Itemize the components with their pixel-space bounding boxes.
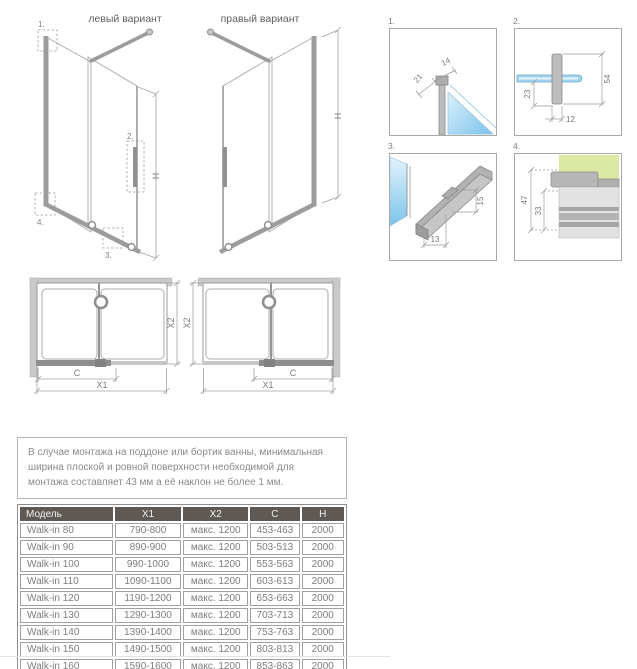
left-variant-drawing <box>35 20 161 261</box>
installation-note-text: В случае монтажа на поддоне или бортик ванны, минимальная ширина плоской и ровной поверхности необходимой для монтажа составляет 43 мм а её наклон не более 1 мм. <box>28 447 323 488</box>
detail-2-drawing <box>515 29 621 135</box>
support-bar-mount <box>263 296 275 308</box>
page-divider <box>0 656 390 657</box>
cell-model: Walk-in 120 <box>20 591 113 606</box>
cell-c: 453-463 <box>250 523 299 538</box>
right-variant-title: правый вариант <box>220 13 300 25</box>
table-row <box>20 540 344 555</box>
glass-pane <box>390 157 407 226</box>
table-row <box>20 642 344 657</box>
cell-model: Walk-in 150 <box>20 642 113 657</box>
cell-model: Walk-in 140 <box>20 625 113 640</box>
cell-x1: 1490-1500 <box>115 642 182 657</box>
col-h: H <box>302 507 344 521</box>
dim-21: 21 <box>411 72 425 85</box>
cell-c: 853-863 <box>250 659 299 669</box>
detail-4-label: 4. <box>513 141 521 151</box>
spec-table-header-row <box>20 507 344 521</box>
rail-light <box>203 361 259 365</box>
cell-h: 2000 <box>302 659 344 669</box>
cell-x1: 990-1000 <box>115 557 182 572</box>
dim-x2-left: X2 <box>166 317 176 329</box>
detail-3-label: 3. <box>388 141 396 151</box>
cell-x1: 1390-1400 <box>115 625 182 640</box>
detail-1-drawing <box>390 29 496 135</box>
dim-x1-left: X1 <box>96 380 108 390</box>
spec-table <box>17 504 347 669</box>
cell-c: 553-563 <box>250 557 299 572</box>
cell-h: 2000 <box>302 557 344 572</box>
detail-2-dim-lines <box>531 51 605 122</box>
table-row <box>20 591 344 606</box>
wall-profile-section <box>439 79 445 135</box>
cell-model: Walk-in 100 <box>20 557 113 572</box>
cell-model: Walk-in 90 <box>20 540 113 555</box>
cell-x2: макс. 1200 <box>183 523 248 538</box>
cell-model: Walk-in 80 <box>20 523 113 538</box>
cell-model: Walk-in 130 <box>20 608 113 623</box>
plan-view-left <box>30 278 180 394</box>
detail-1-label: 1. <box>388 16 396 26</box>
cell-x1: 790-800 <box>115 523 182 538</box>
table-row <box>20 625 344 640</box>
h-dimension-label-left: H <box>151 172 161 180</box>
cell-h: 2000 <box>302 625 344 640</box>
table-row <box>20 574 344 589</box>
cell-x2: макс. 1200 <box>183 625 248 640</box>
callout-2: 2. <box>127 132 134 141</box>
plan-views-canvas <box>0 275 360 400</box>
rail-light <box>111 361 167 365</box>
support-bar-mount <box>95 296 107 308</box>
detail-1-box <box>388 16 497 136</box>
dim-23: 23 <box>523 89 532 99</box>
rail-layers <box>559 187 619 238</box>
cell-h: 2000 <box>302 523 344 538</box>
detail-2-box <box>513 16 622 136</box>
detail-4-box <box>513 141 622 261</box>
cell-model: Walk-in 160 <box>20 659 113 669</box>
dim-x2-right: X2 <box>182 317 192 329</box>
dim-12: 12 <box>566 115 575 124</box>
detail-4-drawing <box>515 154 621 260</box>
cell-h: 2000 <box>302 608 344 623</box>
cell-c: 503-513 <box>250 540 299 555</box>
cell-model: Walk-in 110 <box>20 574 113 589</box>
left-variant-title: левый вариант <box>88 13 162 25</box>
cell-x2: макс. 1200 <box>183 574 248 589</box>
cell-x2: макс. 1200 <box>183 608 248 623</box>
dim-15: 15 <box>476 196 485 206</box>
col-model: Модель <box>20 507 113 521</box>
table-row <box>20 557 344 572</box>
cell-x1: 1090-1100 <box>115 574 182 589</box>
col-c: C <box>250 507 299 521</box>
glass-pane <box>448 92 493 134</box>
callout-3: 3. <box>105 251 112 260</box>
dim-x1-right: X1 <box>262 380 274 390</box>
cell-x2: макс. 1200 <box>183 540 248 555</box>
h-dimension-label-right: H <box>333 112 343 120</box>
dim-33: 33 <box>534 206 543 216</box>
cell-x1: 1590-1600 <box>115 659 182 669</box>
cell-h: 2000 <box>302 540 344 555</box>
col-x1: X1 <box>115 507 182 521</box>
col-x2: X2 <box>183 507 248 521</box>
detail-3-box <box>388 141 497 261</box>
cell-h: 2000 <box>302 574 344 589</box>
detail-3-drawing <box>390 154 496 260</box>
right-variant-drawing <box>208 27 344 252</box>
cell-h: 2000 <box>302 591 344 606</box>
table-row <box>20 523 344 538</box>
handle-section <box>552 54 562 104</box>
dim-13: 13 <box>430 235 440 244</box>
cell-x1: 1290-1300 <box>115 608 182 623</box>
dim-54: 54 <box>603 74 612 84</box>
dim-47: 47 <box>520 195 529 205</box>
cell-x1: 890-900 <box>115 540 182 555</box>
cell-c: 803-813 <box>250 642 299 657</box>
cell-x1: 1190-1200 <box>115 591 182 606</box>
cell-x2: макс. 1200 <box>183 642 248 657</box>
callout-1: 1. <box>38 20 45 29</box>
dim-c-right: C <box>289 368 297 378</box>
cell-x2: макс. 1200 <box>183 591 248 606</box>
installation-note <box>17 437 347 499</box>
cell-x2: макс. 1200 <box>183 659 248 669</box>
cell-x2: макс. 1200 <box>183 557 248 572</box>
dim-c-left: C <box>73 368 81 378</box>
detail-2-label: 2. <box>513 16 521 26</box>
cell-c: 653-663 <box>250 591 299 606</box>
cell-c: 703-713 <box>250 608 299 623</box>
iso-drawings-canvas <box>0 0 380 272</box>
table-row <box>20 608 344 623</box>
table-row <box>20 659 344 669</box>
callout-4: 4. <box>37 218 44 227</box>
dim-14: 14 <box>439 55 452 68</box>
cell-c: 753-763 <box>250 625 299 640</box>
cell-h: 2000 <box>302 642 344 657</box>
cell-c: 603-613 <box>250 574 299 589</box>
plan-view-right <box>182 278 340 394</box>
